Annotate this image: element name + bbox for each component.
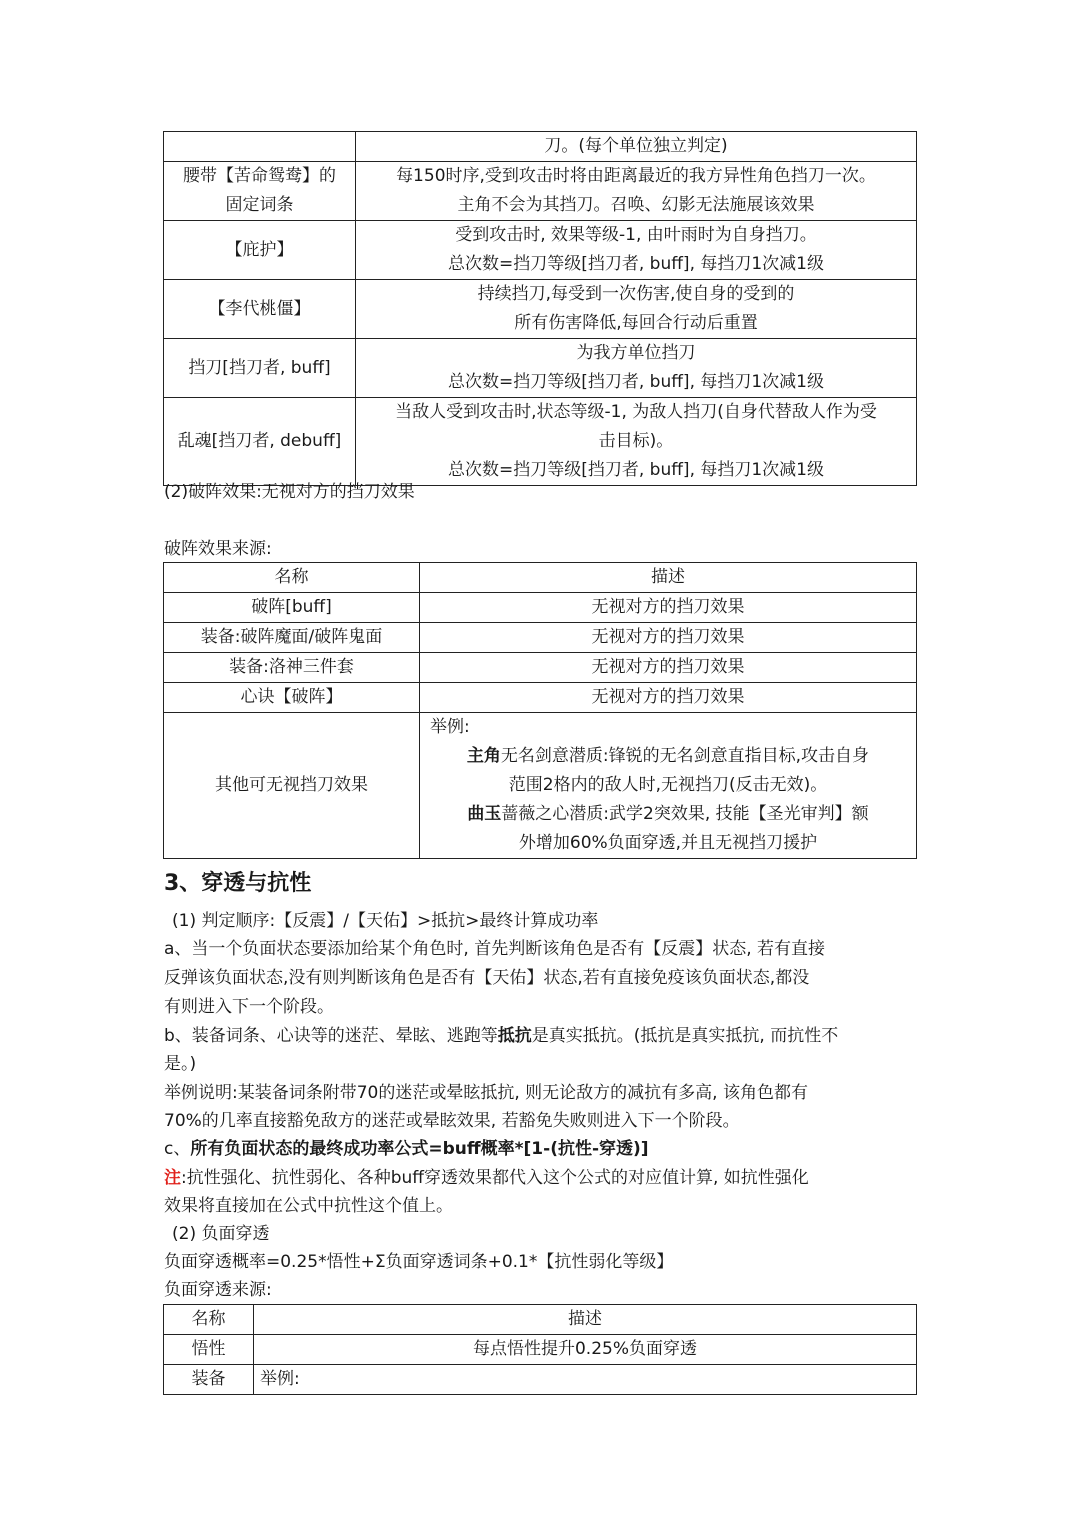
example-item-cont: 范围2格内的敌人时,无视挡刀(反击无效)。 — [508, 775, 828, 795]
table-row — [164, 162, 917, 221]
example-item: 曲玉蔷薇之心潜质:武学2突效果, 技能【圣光审判】额 — [467, 804, 869, 824]
table-cell: 装备:破阵魔面/破阵鬼面 — [164, 623, 420, 653]
table-row — [164, 1335, 917, 1365]
table-cell: 【庇护】 — [164, 221, 356, 280]
table-cell: 装备 — [164, 1365, 254, 1395]
note: 注:抗性强化、抗性弱化、各种buff穿透效果都代入这个公式的对应值计算, 如抗性强化 — [164, 1168, 809, 1188]
paragraph: 举例说明:某装备词条附带70的迷茫或晕眩抵抗, 则无论敌方的减抗有多高, 该角色都有 — [164, 1083, 808, 1103]
table-row — [164, 132, 917, 162]
table-cell: 腰带【苦命鸳鸯】的 固定词条 — [164, 162, 356, 221]
column-header: 描述 — [420, 563, 917, 593]
column-header: 名称 — [164, 1305, 254, 1335]
paragraph: 是。) — [164, 1054, 197, 1074]
example-label: 举例: — [430, 717, 470, 737]
guard-sources-table — [163, 131, 917, 486]
paragraph: (2)破阵效果:无视对方的挡刀效果 — [164, 482, 415, 502]
paragraph: 破阵效果来源: — [164, 539, 272, 559]
table-cell: 挡刀[挡刀者, buff] — [164, 339, 356, 398]
paragraph: (2) 负面穿透 — [172, 1224, 270, 1244]
table-cell: 乱魂[挡刀者, debuff] — [164, 398, 356, 486]
paragraph: b、装备词条、心诀等的迷茫、晕眩、逃跑等抵抗是真实抵抗。(抵抗是真实抵抗, 而抗性不 — [164, 1026, 839, 1046]
table-cell: 装备:洛神三件套 — [164, 653, 420, 683]
paragraph: 70%的几率直接豁免敌方的迷茫或晕眩效果, 若豁免失败则进入下一个阶段。 — [164, 1111, 740, 1131]
table-cell: 刀。(每个单位独立判定) — [356, 132, 917, 162]
column-header: 名称 — [164, 563, 420, 593]
table-cell — [164, 132, 356, 162]
table-cell: 当敌人受到攻击时,状态等级-1, 为敌人挡刀(自身代替敌人作为受 击目标)。 总次数=挡刀等级[挡刀者, buff], 每挡刀1次减1级 — [356, 398, 917, 486]
table-header-row — [164, 1305, 917, 1335]
table-cell: 【李代桃僵】 — [164, 280, 356, 339]
break-formation-table — [163, 562, 917, 859]
penetration-sources-table — [163, 1304, 917, 1395]
table-cell: 无视对方的挡刀效果 — [420, 623, 917, 653]
paragraph: (1) 判定顺序:【反震】/【天佑】>抵抗>最终计算成功率 — [172, 911, 599, 931]
table-cell: 受到攻击时, 效果等级-1, 由叶雨时为自身挡刀。 总次数=挡刀等级[挡刀者, buff], 每挡刀1次减1级 — [356, 221, 917, 280]
table-header-row — [164, 563, 917, 593]
table-row — [164, 593, 917, 623]
table-row — [164, 653, 917, 683]
formula: 负面穿透概率=0.25*悟性+Σ负面穿透词条+0.1*【抗性弱化等级】 — [164, 1252, 674, 1272]
table-cell: 心诀【破阵】 — [164, 683, 420, 713]
table-cell: 每150时序,受到攻击时将由距离最近的我方异性角色挡刀一次。 主角不会为其挡刀。召唤、幻影无法施展该效果 — [356, 162, 917, 221]
table-row — [164, 713, 917, 859]
table-row — [164, 280, 917, 339]
table-cell — [420, 713, 917, 859]
paragraph: 负面穿透来源: — [164, 1280, 272, 1300]
column-header: 描述 — [254, 1305, 917, 1335]
paragraph: 反弹该负面状态,没有则判断该角色是否有【天佑】状态,若有直接免疫该负面状态,都没 — [164, 968, 810, 988]
table-row — [164, 683, 917, 713]
table-cell: 持续挡刀,每受到一次伤害,使自身的受到的 所有伤害降低,每回合行动后重置 — [356, 280, 917, 339]
table-cell: 悟性 — [164, 1335, 254, 1365]
table-row — [164, 623, 917, 653]
example-item: 主角无名剑意潜质:锋锐的无名剑意直指目标,攻击自身 — [466, 746, 870, 766]
table-cell: 无视对方的挡刀效果 — [420, 593, 917, 623]
table-row — [164, 221, 917, 280]
table-cell: 每点悟性提升0.25%负面穿透 — [254, 1335, 917, 1365]
table-cell: 其他可无视挡刀效果 — [164, 713, 420, 859]
table-cell: 举例: — [254, 1365, 917, 1395]
table-cell: 无视对方的挡刀效果 — [420, 653, 917, 683]
paragraph: 有则进入下一个阶段。 — [164, 997, 334, 1017]
table-row — [164, 339, 917, 398]
table-cell: 为我方单位挡刀 总次数=挡刀等级[挡刀者, buff], 每挡刀1次减1级 — [356, 339, 917, 398]
table-row — [164, 1365, 917, 1395]
table-row — [164, 398, 917, 486]
example-item-cont: 外增加60%负面穿透,并且无视挡刀援护 — [518, 833, 818, 853]
paragraph: a、当一个负面状态要添加给某个角色时, 首先判断该角色是否有【反震】状态, 若有直接 — [164, 939, 826, 959]
table-cell: 无视对方的挡刀效果 — [420, 683, 917, 713]
formula: c、所有负面状态的最终成功率公式=buff概率*[1-(抗性-穿透)] — [164, 1139, 649, 1159]
section-heading: 3、穿透与抗性 — [164, 871, 312, 896]
table-cell: 破阵[buff] — [164, 593, 420, 623]
paragraph: 效果将直接加在公式中抗性这个值上。 — [164, 1196, 453, 1216]
